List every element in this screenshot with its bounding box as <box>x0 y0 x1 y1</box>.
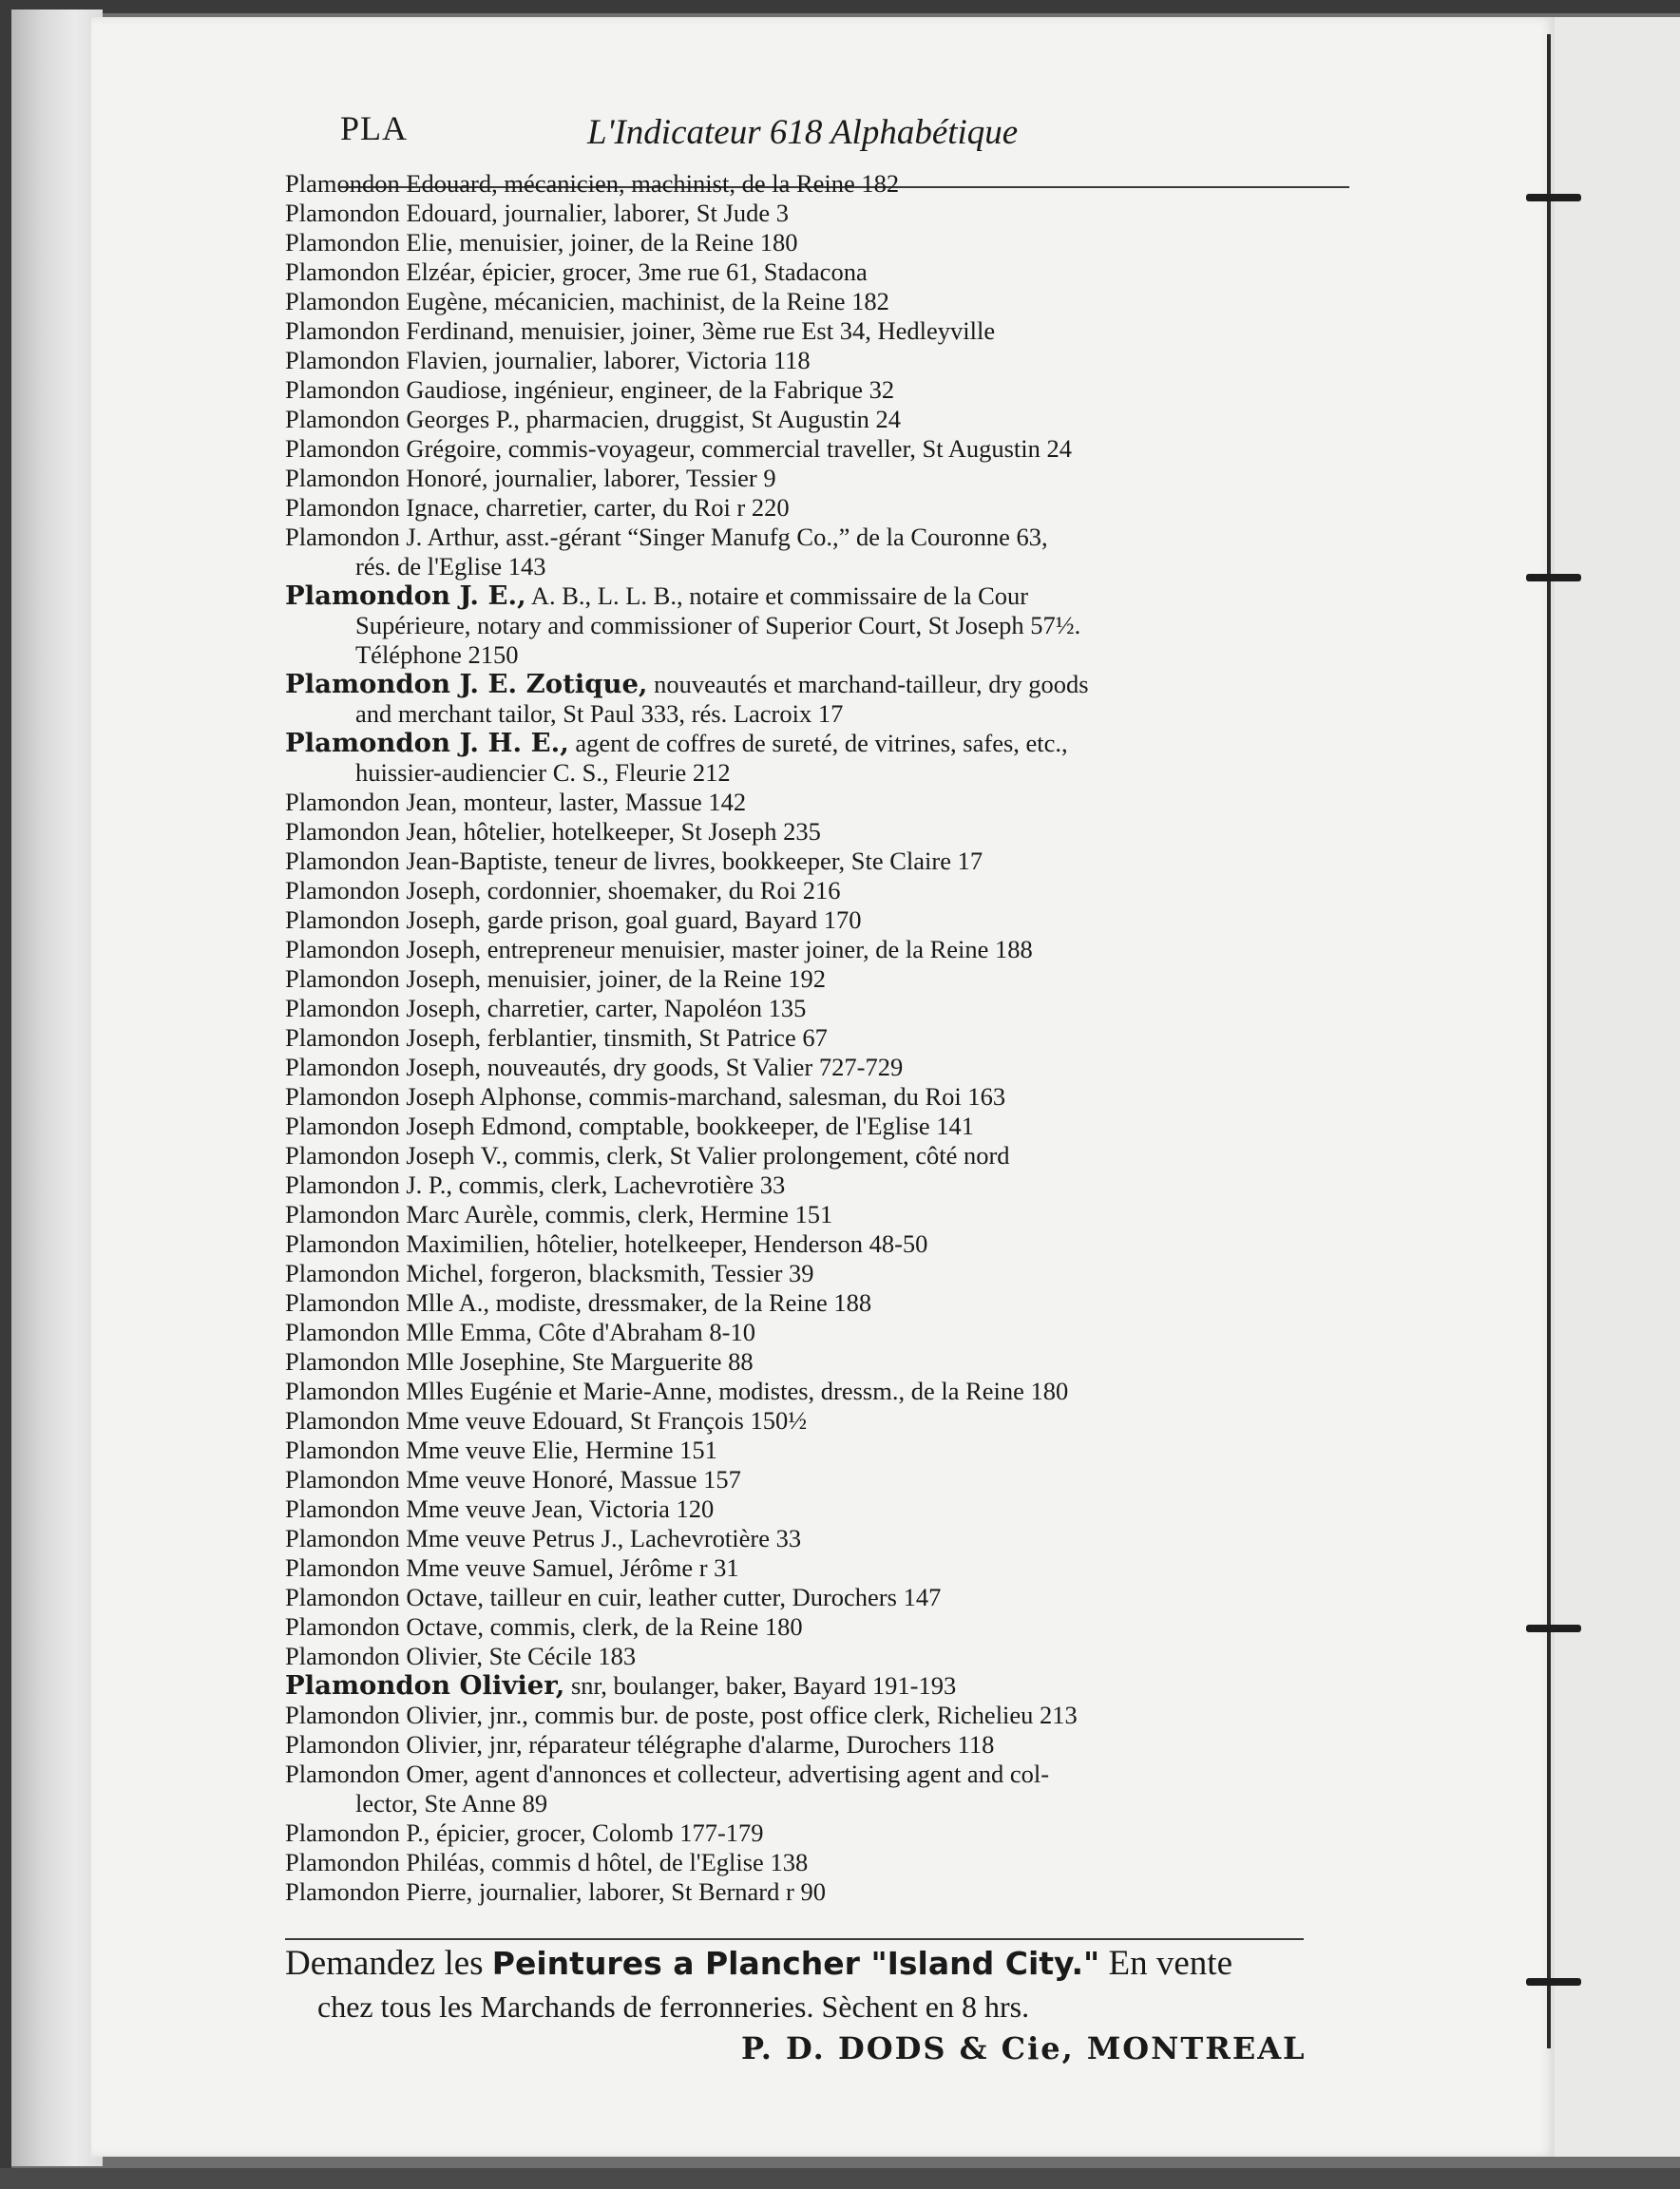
entry-details: Mlle Emma, Côte d'Abraham 8-10 <box>406 1318 755 1346</box>
entry-name: Plamondon <box>285 287 400 315</box>
entry-details: Omer, agent d'annonces et collecteur, advertising agent and col- <box>406 1760 1050 1788</box>
directory-entry <box>285 1288 1359 1318</box>
entry-details: snr, boulanger, baker, Bayard 191-193 <box>570 1671 957 1700</box>
directory-entry <box>285 1406 1359 1436</box>
directory-entry <box>285 434 1359 464</box>
entry-name: Plamondon <box>285 1141 400 1170</box>
binding-stitch <box>1526 1978 1581 1986</box>
ad-line-1-post: En vente <box>1108 1944 1232 1983</box>
directory-entry <box>285 523 1359 581</box>
scan-border-top <box>0 0 1680 13</box>
directory-entry <box>285 964 1359 994</box>
entry-name: Plamondon <box>285 1583 400 1611</box>
directory-entry <box>285 817 1359 847</box>
directory-entry <box>285 1082 1359 1112</box>
entry-continuation: rés. de l'Eglise 143 <box>355 552 546 581</box>
entry-name: Plamondon <box>285 464 400 492</box>
entry-details: A. B., L. L. B., notaire et commissaire de la Cour <box>530 581 1029 610</box>
ad-company: P. D. DODS & Cie, MONTREAL <box>741 2030 1307 2066</box>
entry-details: Joseph V., commis, clerk, St Valier prolongement, côté nord <box>406 1141 1010 1170</box>
entry-name: Plamondon J. E. Zotique, <box>285 669 648 699</box>
entry-details: nouveautés et marchand-tailleur, dry goods <box>654 670 1089 698</box>
entry-details: Michel, forgeron, blacksmith, Tessier 39 <box>406 1259 814 1287</box>
entry-name: Plamondon <box>285 375 400 404</box>
entry-details: Octave, tailleur en cuir, leather cutter, Durochers 147 <box>406 1583 942 1611</box>
entry-details: Joseph, garde prison, goal guard, Bayard 170 <box>406 905 862 934</box>
directory-entry <box>285 316 1359 346</box>
directory-entry <box>285 257 1359 287</box>
entry-name: Plamondon <box>285 1229 400 1258</box>
entry-name: Plamondon <box>285 1818 400 1847</box>
directory-entry <box>285 199 1359 228</box>
directory-entry <box>285 729 1359 788</box>
binding-stitch <box>1526 574 1581 581</box>
directory-entry <box>285 1642 1359 1671</box>
directory-entry <box>285 1023 1359 1053</box>
page-right-margin <box>1555 17 1680 2157</box>
ad-product-name: Peintures a Plancher "Island City." <box>491 1945 1100 1982</box>
entry-details: Joseph Alphonse, commis-marchand, salesman, du Roi 163 <box>406 1082 1006 1111</box>
directory-entry <box>285 876 1359 905</box>
entry-name: Plamondon <box>285 847 400 875</box>
entry-details: Elie, menuisier, joiner, de la Reine 180 <box>406 228 798 257</box>
directory-entry <box>285 788 1359 817</box>
directory-entry <box>285 670 1359 729</box>
book-page-edges <box>11 10 103 2166</box>
directory-entry <box>285 1553 1359 1583</box>
entry-details: Maximilien, hôtelier, hotelkeeper, Henderson 48-50 <box>406 1229 928 1258</box>
entry-details: Mme veuve Jean, Victoria 120 <box>406 1494 715 1523</box>
directory-entry <box>285 1671 1359 1701</box>
directory-entry <box>285 994 1359 1023</box>
entry-details: Georges P., pharmacien, druggist, St Augustin 24 <box>406 405 902 433</box>
entry-name: Plamondon <box>285 1288 400 1317</box>
entry-details: Flavien, journalier, laborer, Victoria 118 <box>406 346 811 374</box>
directory-entry <box>285 1141 1359 1171</box>
entry-name: Plamondon <box>285 1023 400 1052</box>
directory-entry <box>285 169 1359 199</box>
entry-details: Mme veuve Samuel, Jérôme r 31 <box>406 1553 739 1582</box>
advertisement <box>285 1942 1311 2069</box>
entry-name: Plamondon <box>285 1082 400 1111</box>
entry-details: Jean-Baptiste, teneur de livres, bookkeeper, Ste Claire 17 <box>406 847 983 875</box>
entry-name: Plamondon <box>285 228 400 257</box>
entry-details: Olivier, Ste Cécile 183 <box>406 1642 637 1670</box>
entry-details: J. Arthur, asst.-gérant “Singer Manufg Co.,” de la Couronne 63, <box>406 523 1048 551</box>
scan-border-left <box>0 0 11 2189</box>
entry-details: Jean, hôtelier, hotelkeeper, St Joseph 235 <box>406 817 821 846</box>
entry-details: Eugène, mécanicien, machinist, de la Reine 182 <box>406 287 889 315</box>
entry-details: Jean, monteur, laster, Massue 142 <box>406 788 747 816</box>
entry-details: Edouard, journalier, laborer, St Jude 3 <box>406 199 789 227</box>
entry-name: Plamondon <box>285 1406 400 1435</box>
entry-name: Plamondon <box>285 1053 400 1081</box>
directory-entry <box>285 375 1359 405</box>
directory-entry <box>285 1171 1359 1200</box>
entry-details: Joseph, cordonnier, shoemaker, du Roi 216 <box>406 876 841 904</box>
header-section-code: PLA <box>340 109 409 147</box>
entry-details: Olivier, jnr, réparateur télégraphe d'alarme, Durochers 118 <box>406 1730 995 1759</box>
directory-entry <box>285 1259 1359 1288</box>
entry-name: Plamondon <box>285 1730 400 1759</box>
directory-entry <box>285 1612 1359 1642</box>
directory-entry <box>285 905 1359 935</box>
entry-name: Plamondon <box>285 1318 400 1346</box>
entry-name: Plamondon J. E., <box>285 581 526 611</box>
entry-name: Plamondon <box>285 493 400 522</box>
entry-name: Plamondon <box>285 199 400 227</box>
entry-name: Plamondon <box>285 1465 400 1494</box>
entry-name: Plamondon Olivier, <box>285 1670 565 1701</box>
entry-name: Plamondon <box>285 1524 400 1552</box>
entry-name: Plamondon <box>285 1553 400 1582</box>
entry-details: Joseph, nouveautés, dry goods, St Valier 727-729 <box>406 1053 904 1081</box>
entry-details: Edouard, mécanicien, machinist, de la Reine 182 <box>406 169 900 198</box>
directory-entry <box>285 287 1359 316</box>
page-header <box>340 103 1347 160</box>
entry-continuation: Téléphone 2150 <box>355 640 519 669</box>
entry-details: Pierre, journalier, laborer, St Bernard r 90 <box>406 1877 826 1906</box>
directory-entry <box>285 1848 1359 1877</box>
entry-details: Olivier, jnr., commis bur. de poste, post office clerk, Richelieu 213 <box>406 1701 1078 1729</box>
directory-entry <box>285 847 1359 876</box>
directory-entry <box>285 581 1359 670</box>
entry-name: Plamondon <box>285 1377 400 1405</box>
directory-entry <box>285 1524 1359 1553</box>
entry-name: Plamondon <box>285 346 400 374</box>
directory-entry <box>285 346 1359 375</box>
directory-entry <box>285 493 1359 523</box>
binding-stitch <box>1526 194 1581 201</box>
entry-name: Plamondon <box>285 1701 400 1729</box>
entry-continuation: and merchant tailor, St Paul 333, rés. Lacroix 17 <box>355 699 844 728</box>
entry-continuation: lector, Ste Anne 89 <box>355 1789 548 1818</box>
directory-entry <box>285 1229 1359 1259</box>
directory-entry <box>285 1730 1359 1760</box>
entry-details: Honoré, journalier, laborer, Tessier 9 <box>406 464 776 492</box>
entry-continuation: Supérieure, notary and commissioner of Superior Court, St Joseph 57½. <box>355 611 1081 639</box>
binding-line <box>1547 34 1551 2048</box>
entry-name: Plamondon <box>285 876 400 904</box>
entry-name: Plamondon <box>285 1436 400 1464</box>
directory-entry <box>285 1494 1359 1524</box>
entry-name: Plamondon <box>285 1877 400 1906</box>
entry-details: Mme veuve Elie, Hermine 151 <box>406 1436 717 1464</box>
entry-details: Elzéar, épicier, grocer, 3me rue 61, Stadacona <box>406 257 868 286</box>
directory-entry <box>285 1877 1359 1907</box>
entry-details: J. P., commis, clerk, Lachevrotière 33 <box>406 1171 786 1199</box>
header-title: L'Indicateur 618 Alphabétique <box>587 113 1019 152</box>
directory-entry <box>285 1053 1359 1082</box>
entry-details: Mme veuve Petrus J., Lachevrotière 33 <box>406 1524 802 1552</box>
entry-name: Plamondon <box>285 405 400 433</box>
entry-details: Philéas, commis d hôtel, de l'Eglise 138 <box>406 1848 809 1876</box>
entry-name: Plamondon <box>285 1760 400 1788</box>
entry-details: agent de coffres de sureté, de vitrines, safes, etc., <box>575 729 1068 757</box>
ad-line-2: chez tous les Marchands de ferronneries. Sèchent en 8 hrs. <box>317 1989 1030 2024</box>
entry-details: Ignace, charretier, carter, du Roi r 220 <box>406 493 790 522</box>
directory-entry <box>285 1583 1359 1612</box>
entry-name: Plamondon <box>285 905 400 934</box>
ad-line-1-pre: Demandez les <box>285 1944 484 1983</box>
entry-details: Joseph Edmond, comptable, bookkeeper, de l'Eglise 141 <box>406 1112 974 1140</box>
entry-details: Mlles Eugénie et Marie-Anne, modistes, dressm., de la Reine 180 <box>406 1377 1069 1405</box>
entry-details: Grégoire, commis-voyageur, commercial traveller, St Augustin 24 <box>406 434 1073 463</box>
directory-entry <box>285 228 1359 257</box>
scan-border-bottom <box>0 2168 1680 2189</box>
directory-entry <box>285 1701 1359 1730</box>
entry-name: Plamondon <box>285 257 400 286</box>
entry-details: Octave, commis, clerk, de la Reine 180 <box>406 1612 803 1641</box>
directory-entry <box>285 1818 1359 1848</box>
directory-entry <box>285 935 1359 964</box>
entry-name: Plamondon <box>285 964 400 993</box>
entry-details: Mlle Josephine, Ste Marguerite 88 <box>406 1347 754 1376</box>
directory-entry <box>285 405 1359 434</box>
entry-name: Plamondon <box>285 935 400 963</box>
entry-name: Plamondon <box>285 817 400 846</box>
entry-name: Plamondon <box>285 169 400 198</box>
entry-name: Plamondon <box>285 434 400 463</box>
directory-entry <box>285 1465 1359 1494</box>
entry-name: Plamondon <box>285 1642 400 1670</box>
entry-details: Gaudiose, ingénieur, engineer, de la Fabrique 32 <box>406 375 895 404</box>
binding-stitch <box>1526 1625 1581 1632</box>
entry-name: Plamondon <box>285 994 400 1022</box>
directory-entry <box>285 1200 1359 1229</box>
directory-entries <box>285 169 1359 1907</box>
entry-details: Mme veuve Edouard, St François 150½ <box>406 1406 808 1435</box>
directory-entry <box>285 1760 1359 1818</box>
entry-details: P., épicier, grocer, Colomb 177-179 <box>406 1818 764 1847</box>
entry-details: Mlle A., modiste, dressmaker, de la Reine 188 <box>406 1288 872 1317</box>
entry-details: Mme veuve Honoré, Massue 157 <box>406 1465 741 1494</box>
directory-entry <box>285 1318 1359 1347</box>
entry-name: Plamondon <box>285 1612 400 1641</box>
entry-details: Marc Aurèle, commis, clerk, Hermine 151 <box>406 1200 833 1228</box>
ad-line-1 <box>285 1942 1311 1986</box>
advertisement-rule <box>285 1938 1304 1940</box>
entry-name: Plamondon <box>285 1112 400 1140</box>
entry-name: Plamondon <box>285 1200 400 1228</box>
entry-name: Plamondon <box>285 1259 400 1287</box>
entry-name: Plamondon <box>285 523 400 551</box>
directory-entry <box>285 1436 1359 1465</box>
entry-details: Joseph, entrepreneur menuisier, master joiner, de la Reine 188 <box>406 935 1033 963</box>
entry-continuation: huissier-audiencier C. S., Fleurie 212 <box>355 758 731 787</box>
entry-details: Joseph, ferblantier, tinsmith, St Patrice 67 <box>406 1023 828 1052</box>
entry-details: Ferdinand, menuisier, joiner, 3ème rue Est 34, Hedleyville <box>406 316 996 345</box>
directory-entry <box>285 1347 1359 1377</box>
entry-name: Plamondon <box>285 1848 400 1876</box>
entry-name: Plamondon <box>285 1347 400 1376</box>
entry-name: Plamondon J. H. E., <box>285 728 569 758</box>
directory-entry <box>285 1377 1359 1406</box>
entry-details: Joseph, charretier, carter, Napoléon 135 <box>406 994 807 1022</box>
entry-name: Plamondon <box>285 788 400 816</box>
directory-entry <box>285 1112 1359 1141</box>
directory-entry <box>285 464 1359 493</box>
entry-details: Joseph, menuisier, joiner, de la Reine 192 <box>406 964 827 993</box>
entry-name: Plamondon <box>285 1171 400 1199</box>
entry-name: Plamondon <box>285 1494 400 1523</box>
entry-name: Plamondon <box>285 316 400 345</box>
